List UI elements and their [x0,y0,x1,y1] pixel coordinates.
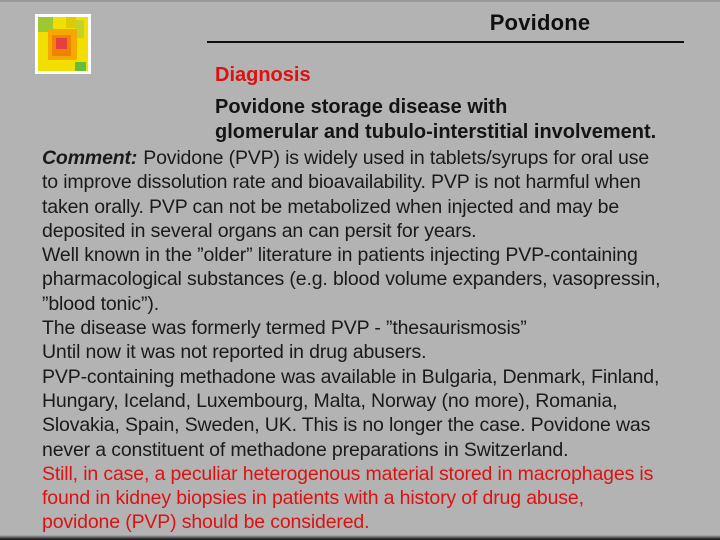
text-line: taken orally. PVP can not be metabolized when injected and may be [42,195,620,218]
text-line: to improve dissolution rate and bioavailability. PVP is not harmful when [42,171,641,194]
slide-bottom-shadow [0,535,720,540]
text-line: deposited in several organs an can persit for years. [42,219,477,242]
text-line-warning: povidone (PVP) should be considered. [42,511,370,534]
slide-title: Povidone [489,10,591,35]
title-underline [207,41,684,43]
diagnosis-line-2: glomerular and tubulo-interstitial involvement. [215,121,657,143]
text-line: Slovakia, Spain, Sweden, UK. This is no longer the case. Povidone was [42,414,651,437]
text-line-warning: Still, in case, a peculiar heterogenous material stored in macrophages is [42,462,654,485]
text-line: Until now it was not reported in drug abusers. [42,341,427,364]
slide-top-edge [0,0,720,2]
text-line-warning: found in kidney biopsies in patients with a history of drug abuse, [42,487,584,510]
text-line-rest: Povidone (PVP) is widely used in tablets/syrups for oral use [143,147,650,169]
diagnosis-subheading [215,95,656,145]
text-line: ”blood tonic”). [42,292,159,315]
comment-prefix: Comment: [42,147,138,169]
diagnosis-label: Diagnosis [215,64,311,86]
logo-pixel-art [38,17,88,71]
logo-cell-yellow-green [76,20,84,37]
logo-cell-mustard [66,17,76,28]
text-line [42,146,660,170]
text-line: Well known in the ”older” literature in patients injecting PVP-containing [42,244,638,267]
text-line: pharmacological substances (e.g. blood volume expanders, vasopressin, [42,268,661,291]
logo-cell-green-br [75,62,86,71]
text-line: PVP-containing methadone was available in Bulgaria, Denmark, Finland, [42,365,660,388]
diagnosis-line-1: Povidone storage disease with [215,96,508,118]
text-line: never a constituent of methadone preparations in Switzerland. [42,438,569,461]
logo-cell-red [56,38,67,50]
comment-block [42,146,660,535]
text-line: Hungary, Iceland, Luxembourg, Malta, Norway (no more), Romania, [42,389,618,412]
slide-logo [35,14,91,74]
text-line: The disease was formerly termed PVP - ”thesaurismosis” [42,317,527,340]
